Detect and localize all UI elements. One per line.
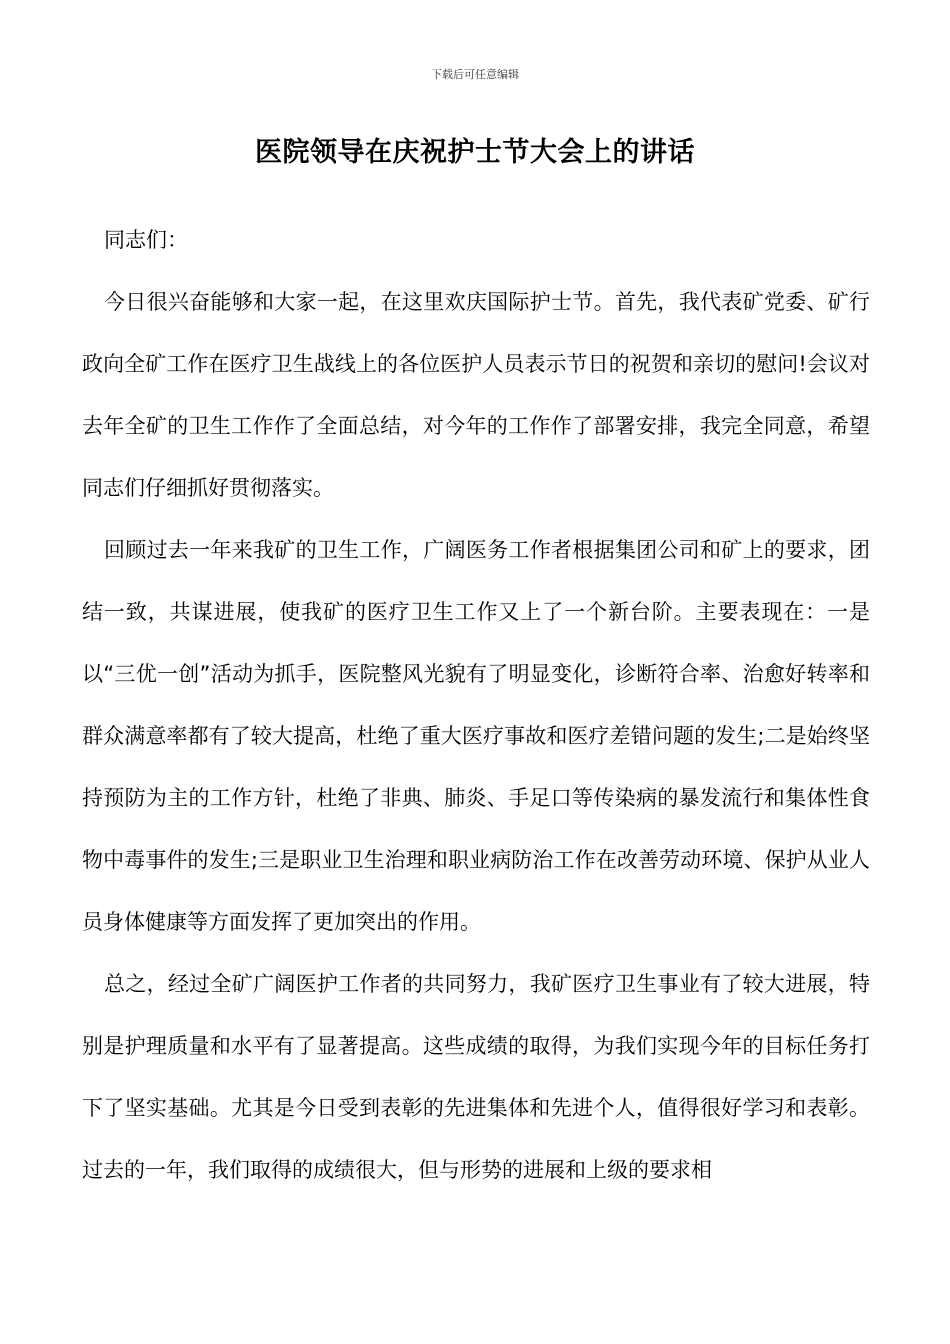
document-title: 医院领导在庆祝护士节大会上的讲话 [255,137,695,168]
header-note: 下载后可任意编辑 [431,68,519,81]
paragraph-3: 总之，经过全矿广阔医护工作者的共同努力，我矿医疗卫生事业有了较大进展，特别是护理质量和水平有了显著提高。这些成绩的取得，为我们实现今年的目标任务打下了坚实基础。尤其是今日受到表彰的先进集体和先进个人，值得很好学习和表彰。过去的一年，我们取得的成绩很大，但与形势的进展和上级的要求相 [82,972,870,1182]
salutation: 同志们： [104,228,188,252]
paragraph-2: 回顾过去一年来我矿的卫生工作，广阔医务工作者根据集团公司和矿上的要求，团结一致，共谋进展，使我矿的医疗卫生工作又上了一个新台阶。主要表现在：一是以“三优一创”活动为抓手，医院整风光貌有了明显变化，诊断符合率、治愈好转率和群众满意率都有了较大提高，杜绝了重大医疗事故和医疗差错问题的发生;二是始终坚持预防为主的工作方针，杜绝了非典、肺炎、手足口等传染病的暴发流行和集体性食物中毒事件的发生;三是职业卫生治理和职业病防治工作在改善劳动环境、保护从业人员身体健康等方面发挥了更加突出的作用。 [82,538,870,934]
paragraph-1: 今日很兴奋能够和大家一起，在这里欢庆国际护士节。首先，我代表矿党委、矿行政向全矿工作在医疗卫生战线上的各位医护人员表示节日的祝贺和亲切的慰问!会议对去年全矿的卫生工作作了全面总结，对今年的工作作了部署安排，我完全同意，希望同志们仔细抓好贯彻落实。 [82,290,870,500]
document-body [82,271,870,1201]
